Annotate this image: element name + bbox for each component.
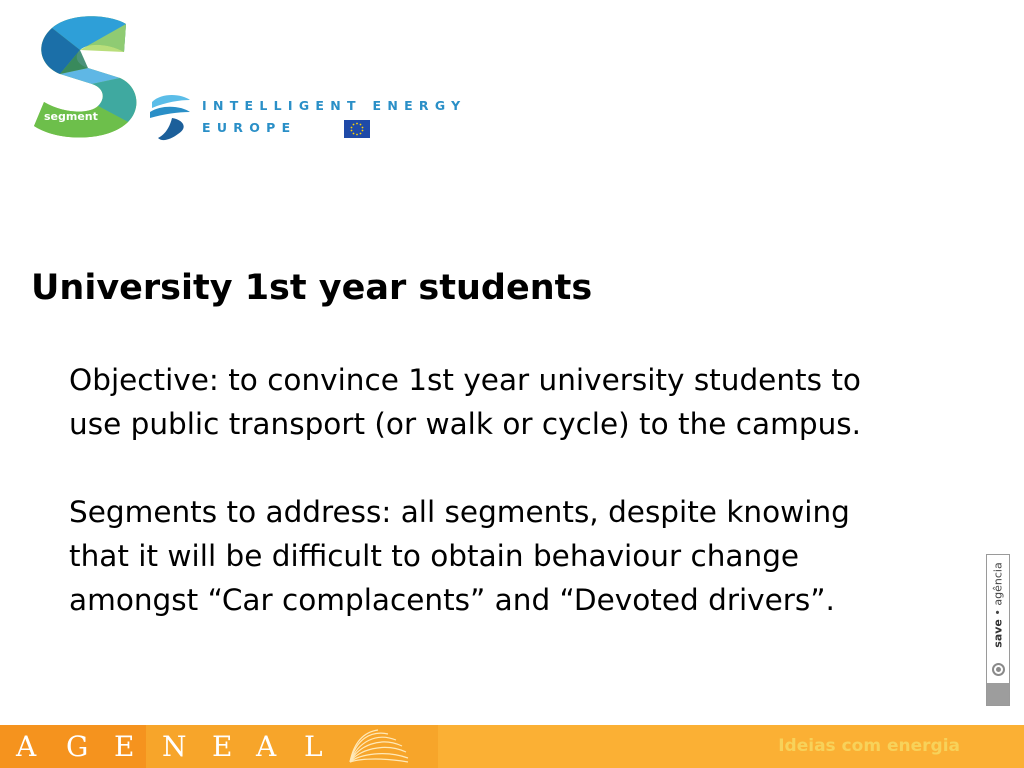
ageneal-letter: E	[114, 730, 135, 763]
segment-logo	[30, 14, 140, 140]
segment-logo-label: segment	[44, 110, 98, 123]
eu-flag-icon	[344, 120, 370, 138]
save-agencia-badge	[986, 554, 1010, 706]
objective-paragraph	[69, 358, 861, 446]
segments-line-2: that it will be difficult to obtain behaviour change	[69, 539, 800, 573]
footer-tagline: Ideias com energia	[778, 736, 960, 756]
save-label-rest: agência	[991, 562, 1005, 606]
iee-line-2: EUROPE	[202, 120, 297, 135]
objective-line-2: use public transport (or walk or cycle) to the campus.	[69, 407, 862, 441]
save-circle-icon	[992, 663, 1005, 676]
save-label-sep: •	[991, 605, 1005, 620]
iee-swirl-icon	[148, 92, 194, 142]
slide-title: University 1st year students	[31, 268, 593, 308]
segments-line-3: amongst “Car complacents” and “Devoted drivers”.	[69, 583, 835, 617]
iee-line-1: INTELLIGENT ENERGY	[202, 98, 467, 113]
ageneal-letter: A	[16, 730, 37, 763]
save-badge-bar	[987, 683, 1009, 705]
ageneal-letter: L	[304, 730, 323, 763]
objective-line-1: Objective: to convince 1st year university students to	[69, 363, 861, 397]
footer-bar	[0, 725, 1024, 768]
ageneal-letter: G	[66, 730, 89, 763]
intelligent-energy-europe-logo	[148, 92, 493, 144]
ageneal-letter: A	[256, 730, 277, 763]
ageneal-letter: N	[162, 730, 187, 763]
segments-line-1: Segments to address: all segments, despite knowing	[69, 495, 850, 529]
save-agencia-label	[987, 555, 1009, 655]
ageneal-letter: E	[212, 730, 233, 763]
segments-paragraph	[69, 490, 850, 622]
save-label-bold: save	[991, 619, 1005, 648]
ageneal-fan-icon	[346, 728, 412, 766]
